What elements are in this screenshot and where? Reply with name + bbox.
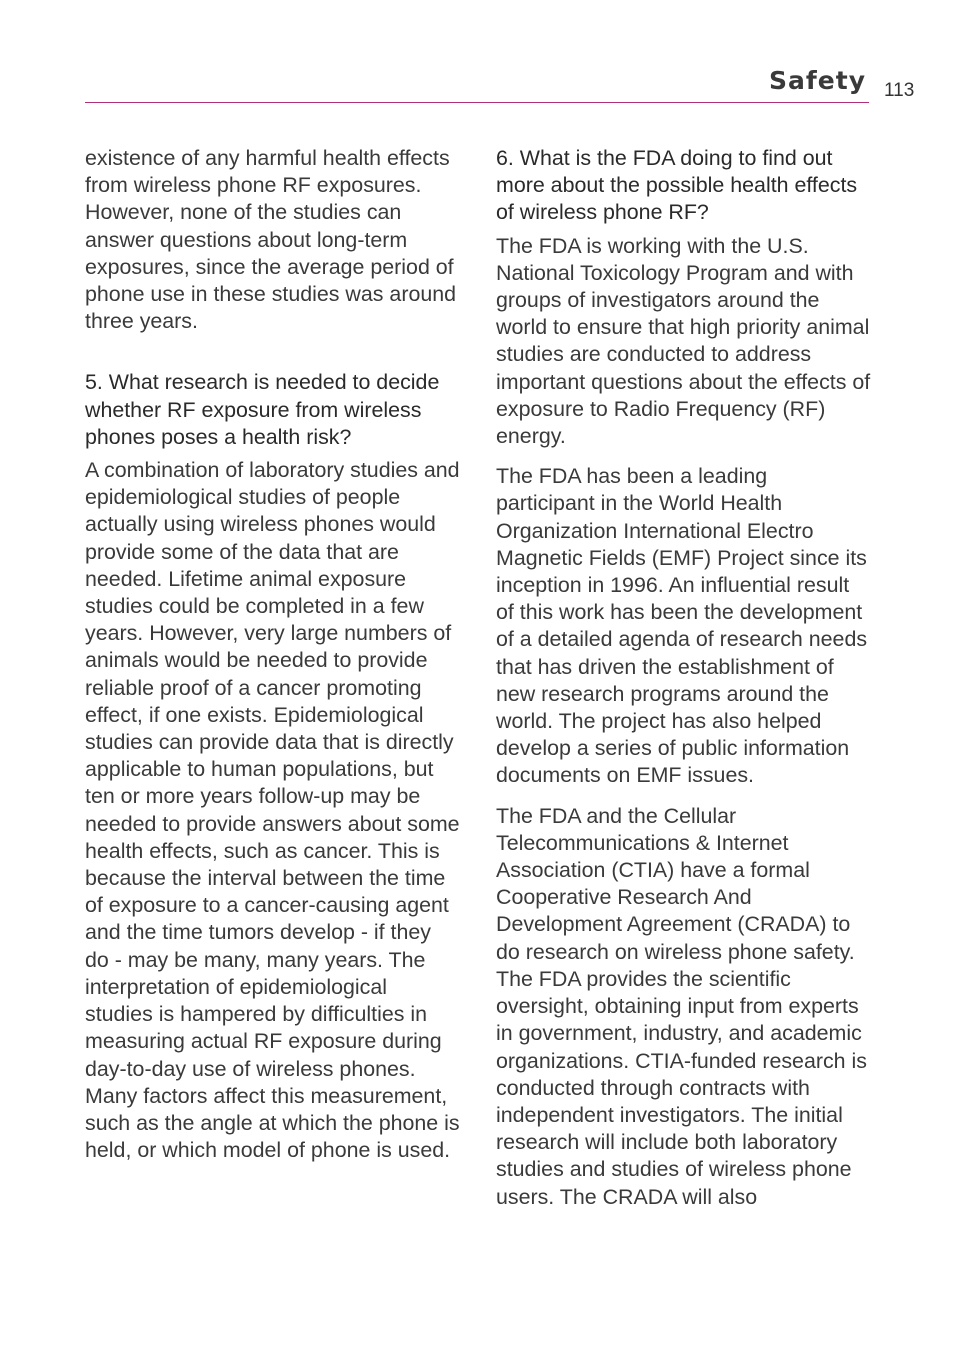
section-title: Safety xyxy=(769,66,866,95)
question-6-paragraph-1: The FDA is working with the U.S. National Toxicology Program and with groups of investigators around the world to ensure that high priority animal studies are conducted to address important questions about the effects of exposure to Radio Frequency (RF) energy. xyxy=(496,233,871,449)
question-5-heading: 5. What research is needed to decide whether RF exposure from wireless phones poses a health risk? xyxy=(85,370,440,449)
question-6-paragraph-3: The FDA and the Cellular Telecommunications & Internet Association (CTIA) have a formal Cooperative Research And Development Agreement (CRADA) to do research on wireless phone safety. The FDA provides the scientific oversight, obtaining input from experts in government, industry, and academic organizations. CTIA-funded research is conducted through contracts with independent investigators. The initial research will include both laboratory studies and studies of wireless phone users. The CRADA will also xyxy=(496,803,867,1209)
question-6-heading: 6. What is the FDA doing to find out more about the possible health effects of wireless phone RF? xyxy=(496,146,858,225)
right-column xyxy=(496,145,871,1211)
page-number: 113 xyxy=(884,80,915,101)
question-6-paragraph-2: The FDA has been a leading participant in the World Health Organization International Electro Magnetic Fields (EMF) Project since its inception in 1996. An influential result of this work has been the development of a detailed agenda of research needs that has driven the establishment of new research programs around the world. The project has also helped develop a series of public information documents on EMF issues. xyxy=(496,464,868,788)
continued-paragraph: existence of any harmful health effects from wireless phone RF exposures. However, none of the studies can answer questions about long-term exposures, since the average period of phone use in these studies was around three years. xyxy=(85,146,457,334)
left-column xyxy=(85,145,460,1164)
header-divider xyxy=(85,102,869,103)
question-5-answer: A combination of laboratory studies and epidemiological studies of people actually using wireless phones would provide some of the data that are needed. Lifetime animal exposure studies could be completed in a few years. However, very large numbers of animals would be needed to provide reliable proof of a cancer promoting effect, if one exists. Epidemiological studies can provide data that is directly applicable to human populations, but ten or more years follow-up may be needed to provide answers about some health effects, such as cancer. This is because the interval between the time of exposure to a cancer-causing agent and the time tumors develop - if they do - may be many, many years. The interpretation of epidemiological studies is hampered by difficulties in measuring actual RF exposure during day-to-day use of wireless phones. Many factors affect this measurement, such as the angle at which the phone is held, or which model of phone is used. xyxy=(85,458,460,1163)
